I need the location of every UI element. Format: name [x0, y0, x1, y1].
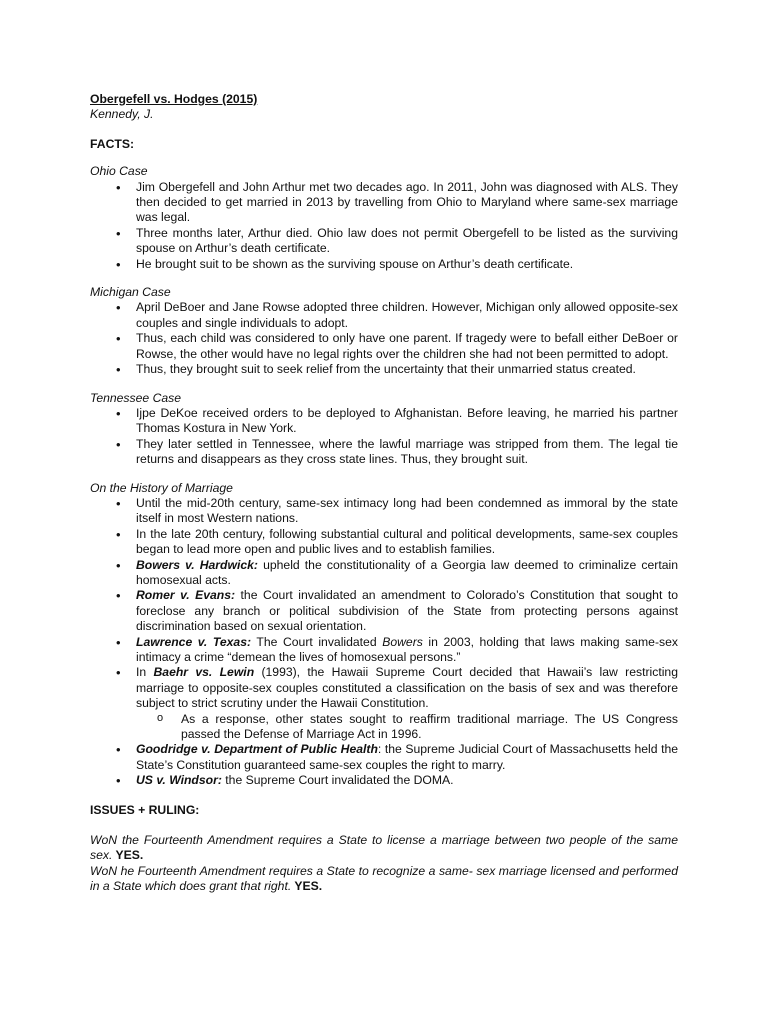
list-item: • Thus, they brought suit to seek relief from the uncertainty that their unmarried status created. [90, 362, 678, 377]
list-item: • Three months later, Arthur died. Ohio law does not permit Obergefell to be listed as the surviving spouse on Arthur’s death certificate. [90, 226, 678, 257]
list-item: • He brought suit to be shown as the surviving spouse on Arthur’s death certificate. [90, 257, 678, 272]
case-reference: Bowers [382, 634, 423, 649]
case-text: upheld the constitutionality of a Georgia law deemed to criminalize certain homosexual acts. [136, 557, 678, 587]
issue-2 [90, 864, 678, 895]
list-item [90, 635, 678, 666]
case-text: the Court invalidated an amendment to Colorado’s Constitution that sought to foreclose any branch or political subdivision of the State from protecting persons against discrimination based on sexual orientation. [136, 588, 678, 634]
list-item [90, 558, 678, 589]
list-item [90, 773, 678, 788]
michigan-list [90, 300, 678, 377]
tennessee-list [90, 406, 678, 468]
list-item: • Ijpe DeKoe received orders to be deployed to Afghanistan. Before leaving, he married his partner Thomas Kostura in New York. [90, 406, 678, 437]
list-item: • April DeBoer and Jane Rowse adopted three children. However, Michigan only allowed opposite-sex couples and single individuals to adopt. [90, 300, 678, 331]
section-title: Michigan Case [90, 285, 171, 300]
list-item [90, 665, 678, 711]
section-title: On the History of Marriage [90, 480, 233, 495]
list-item [90, 588, 678, 634]
case-name: Romer v. Evans: [136, 588, 236, 603]
case-prefix: In [136, 665, 154, 680]
section-title: Ohio Case [90, 164, 148, 179]
case-name: Baehr vs. Lewin [153, 665, 255, 680]
issue-1 [90, 833, 678, 864]
ohio-list [90, 180, 678, 272]
list-item [90, 742, 678, 773]
history-section [90, 481, 678, 789]
case-title: Obergefell vs. Hodges (2015) [90, 92, 258, 106]
case-text: in 2003, holding that laws making same-sex intimacy a crime “demean the lives of homosexual persons.” [136, 634, 678, 664]
issue-question: WoN he Fourteenth Amendment requires a State to recognize a same- sex marriage licensed and performed in a State which does grant that right. [90, 863, 678, 894]
issue-question: WoN the Fourteenth Amendment requires a State to license a marriage between two people of the same sex. [90, 833, 678, 863]
author: Kennedy, J. [90, 107, 154, 122]
case-name: Goodridge v. Department of Public Health [136, 742, 378, 757]
history-list [90, 496, 678, 789]
facts-heading: FACTS: [90, 136, 135, 151]
list-item: • They later settled in Tennessee, where the lawful marriage was stripped from them. The legal tie returns and disappears as they cross state lines. Thus, they brought suit. [90, 437, 678, 468]
section-title: Tennessee Case [90, 390, 182, 405]
tennessee-section [90, 391, 678, 468]
issue-answer: YES. [112, 848, 144, 863]
ohio-section [90, 164, 678, 272]
case-name: US v. Windsor: [136, 773, 222, 788]
sub-list-item: o As a response, other states sought to reaffirm traditional marriage. The US Congress passed the Defense of Marriage Act in 1996. [90, 712, 678, 743]
list-item: • In the late 20th century, following substantial cultural and political developments, same-sex couples began to lead more open and public lives and to establish families. [90, 527, 678, 558]
michigan-section [90, 285, 678, 377]
issue-answer: YES. [291, 879, 323, 894]
case-text: : the Supreme Judicial Court of Massachusetts held the State’s Constitution guaranteed same-sex couples the right to marry. [136, 742, 679, 772]
case-name: Bowers v. Hardwick: [136, 557, 258, 572]
case-text: The Court invalidated [251, 634, 383, 649]
issues-heading: ISSUES + RULING: [90, 802, 200, 817]
list-item: • Jim Obergefell and John Arthur met two decades ago. In 2011, John was diagnosed with ALS. They then decided to get married in 2013 by travelling from Ohio to Maryland where same-sex marriage was legal. [90, 180, 678, 226]
case-text: (1993), the Hawaii Supreme Court decided that Hawaii’s law restricting marriage to opposite-sex couples constituted a classification on the basis of sex and was therefore subject to strict scrutiny under the Hawaii Constitution. [136, 665, 678, 711]
list-item: • Until the mid-20th century, same-sex intimacy long had been condemned as immoral by the state itself in most Western nations. [90, 496, 678, 527]
list-item: • Thus, each child was considered to only have one parent. If tragedy were to befall either DeBoer or Rowse, the other would have no legal rights over the children she had not been permitted to adopt. [90, 331, 678, 362]
case-text: the Supreme Court invalidated the DOMA. [221, 773, 454, 788]
case-name: Lawrence v. Texas: [136, 634, 252, 649]
